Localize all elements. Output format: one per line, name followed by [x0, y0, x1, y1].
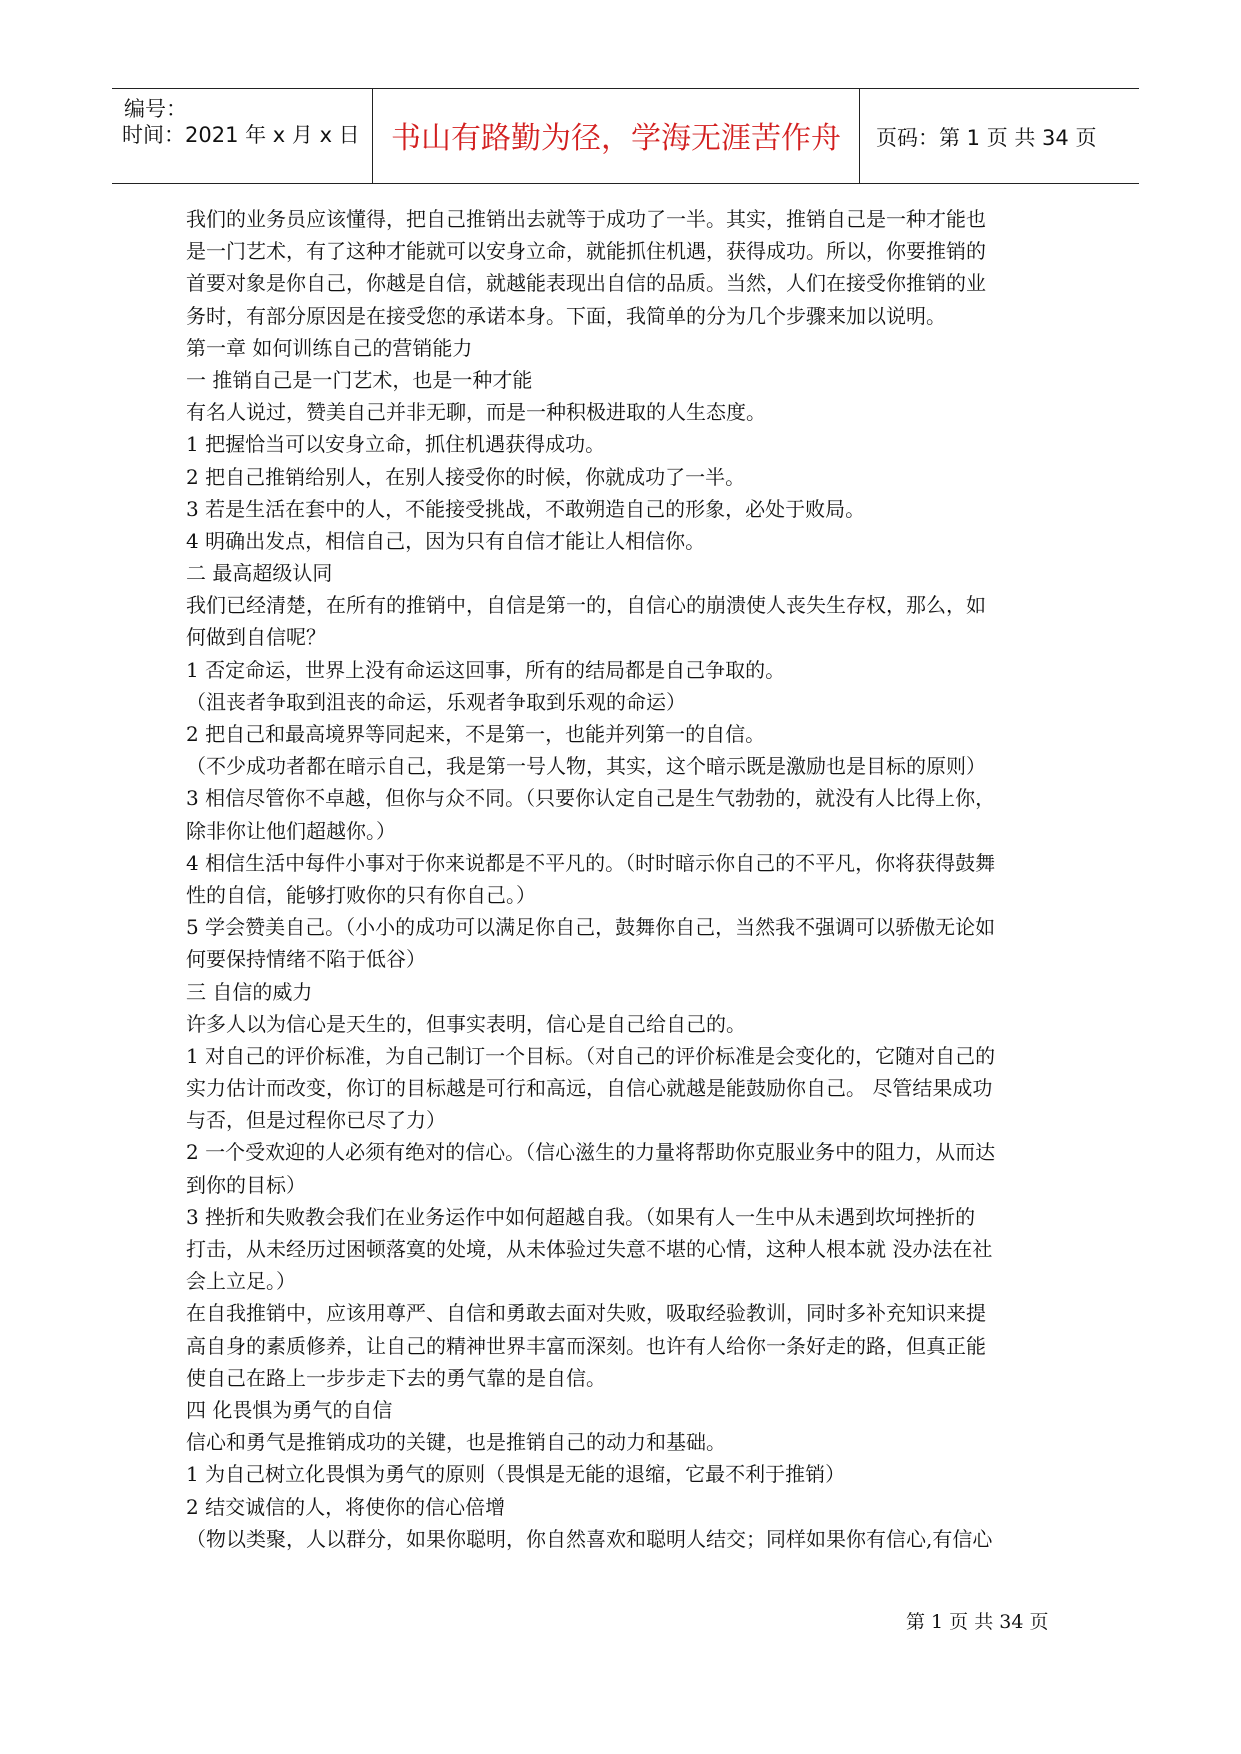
- body-line: 1 把握恰当可以安身立命，抓住机遇获得成功。: [186, 432, 606, 457]
- date-label: 时间：2021 年 x 月 x 日: [122, 123, 360, 147]
- body-line: 我们的业务员应该懂得，把自己推销出去就等于成功了一半。其实，推销自己是一种才能也: [186, 207, 986, 231]
- body-line: 除非你让他们超越你。）: [186, 818, 396, 843]
- body-line: （不少成功者都在暗示自己，我是第一号人物，其实，这个暗示既是激励也是目标的原则）: [186, 754, 986, 779]
- body-line: 5 学会赞美自己。（小小的成功可以满足你自己，鼓舞你自己，当然我不强调可以骄傲无论如: [186, 915, 996, 940]
- body-line: 1 对自己的评价标准，为自己制订一个目标。（对自己的评价标准是会变化的，它随对自己的: [186, 1043, 996, 1068]
- body-line: 3 相信尽管你不卓越，但你与众不同。（只要你认定自己是生气勃勃的，就没有人比得上你，: [186, 786, 996, 811]
- body-line: 在自我推销中，应该用尊严、自信和勇敢去面对失败，吸取经验教训，同时多补充知识来提: [186, 1301, 986, 1326]
- body-line: 务时，有部分原因是在接受您的承诺本身。下面，我简单的分为几个步骤来加以说明。: [186, 303, 946, 328]
- page-header: [112, 88, 1139, 184]
- body-line: 是一门艺术，有了这种才能就可以安身立命，就能抓住机遇，获得成功。所以，你要推销的: [186, 239, 986, 264]
- body-line: 首要对象是你自己，你越是自信，就越能表现出自信的品质。当然，人们在接受你推销的业: [186, 271, 986, 296]
- body-line: 4 明确出发点，相信自己，因为只有自信才能让人相信你。: [186, 528, 706, 553]
- body-line: 与否，但是过程你已尽了力）: [186, 1108, 446, 1133]
- body-line: 信心和勇气是推销成功的关键，也是推销自己的动力和基础。: [186, 1430, 726, 1455]
- body-line: 我们已经清楚，在所有的推销中，自信是第一的，自信心的崩溃使人丧失生存权，那么，如: [186, 593, 986, 618]
- body-line: 2 把自己推销给别人，在别人接受你的时候，你就成功了一半。: [186, 464, 746, 489]
- body-line: 高自身的素质修养，让自己的精神世界丰富而深刻。也许有人给你一条好走的路，但真正能: [186, 1333, 986, 1358]
- body-line: 第一章 如何训练自己的营销能力: [186, 335, 473, 360]
- body-line: 2 一个受欢迎的人必须有绝对的信心。（信心滋生的力量将帮助你克服业务中的阻力，从而达: [186, 1140, 996, 1165]
- body-line: 三 自信的威力: [186, 979, 313, 1004]
- body-line: 2 结交诚信的人，将使你的信心倍增: [186, 1494, 506, 1519]
- body-line: 4 相信生活中每件小事对于你来说都是不平凡的。（时时暗示你自己的不平凡，你将获得鼓舞: [186, 850, 996, 875]
- body-line: 四 化畏惧为勇气的自信: [186, 1397, 393, 1422]
- body-line: 2 把自己和最高境界等同起来，不是第一，也能并列第一的自信。: [186, 722, 766, 746]
- body-line: 实力估计而改变，你订的目标越是可行和高远，自信心就越是能鼓励你自己。 尽管结果成功: [186, 1076, 993, 1101]
- body-line: 3 挫折和失败教会我们在业务运作中如何超越自我。（如果有人一生中从未遇到坎坷挫折的: [186, 1204, 976, 1229]
- body-line: 3 若是生活在套中的人，不能接受挑战，不敢朔造自己的形象，必处于败局。: [186, 496, 866, 521]
- body-line: 使自己在路上一步步走下去的勇气靠的是自信。: [186, 1365, 606, 1390]
- body-line: 到你的目标）: [186, 1172, 306, 1197]
- body-line: 打击，从未经历过困顿落寞的处境，从未体验过失意不堪的心情，这种人根本就 没办法在社: [186, 1237, 993, 1261]
- body-line: 1 为自己树立化畏惧为勇气的原则（畏惧是无能的退缩，它最不利于推销）: [186, 1462, 846, 1487]
- body-line: 许多人以为信心是天生的，但事实表明，信心是自己给自己的。: [186, 1011, 746, 1036]
- body-line: 何做到自信呢？: [186, 625, 326, 650]
- body-line: 何要保持情绪不陷于低谷）: [186, 947, 426, 972]
- page-code: 页码：第 1 页 共 34 页: [876, 126, 1097, 150]
- body-line: 一 推销自己是一门艺术，也是一种才能: [186, 367, 533, 392]
- body-line: 1 否定命运，世界上没有命运这回事，所有的结局都是自己争取的。: [186, 657, 786, 682]
- page-footer: 第 1 页 共 34 页: [906, 1611, 1049, 1633]
- body-line: （沮丧者争取到沮丧的命运，乐观者争取到乐观的命运）: [186, 689, 686, 714]
- motto-text: 书山有路勤为径，学海无涯苦作舟: [391, 121, 841, 156]
- body-line: 会上立足。）: [186, 1269, 296, 1294]
- body-line: 二 最高超级认同: [186, 561, 333, 586]
- serial-number-label: 编号：: [124, 97, 187, 121]
- header-info-cell: [112, 89, 372, 183]
- body-line: 性的自信，能够打败你的只有你自己。）: [186, 882, 536, 907]
- body-line: （物以类聚，人以群分，如果你聪明，你自然喜欢和聪明人结交；同样如果你有信心,有信心: [186, 1526, 993, 1551]
- header-page-cell: [860, 89, 1139, 183]
- header-motto-cell: [372, 89, 860, 183]
- document-body: [186, 203, 1076, 1555]
- body-line: 有名人说过，赞美自己并非无聊，而是一种积极进取的人生态度。: [186, 400, 766, 425]
